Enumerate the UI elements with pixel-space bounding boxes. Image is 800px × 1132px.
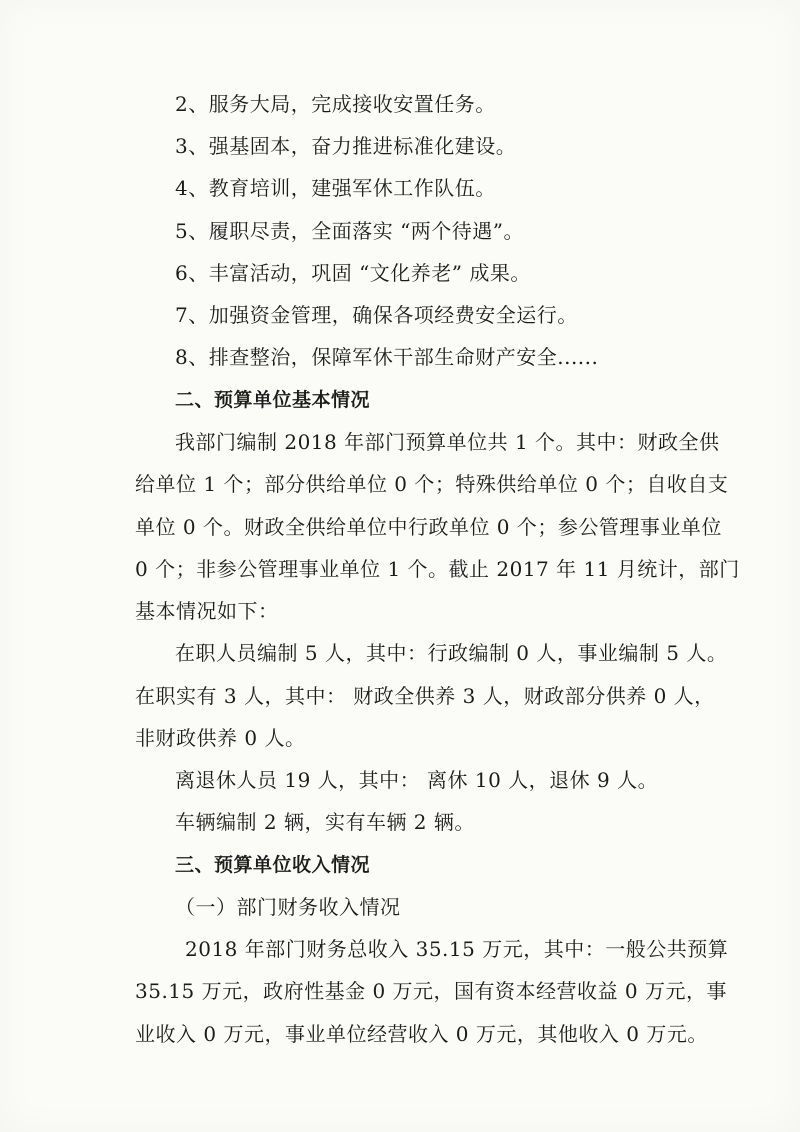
paragraph-line: 0 个；非参公管理事业单位 1 个。截止 2017 年 11 月统计，部门 [135, 557, 740, 581]
paragraph-line: 业收入 0 万元，事业单位经营收入 0 万元，其他收入 0 万元。 [135, 1022, 708, 1046]
task-item: 3、强基固本，奋力推进标准化建设。 [175, 134, 517, 158]
paragraph-line: 非财政供养 0 人。 [135, 726, 306, 750]
task-item: 5、履职尽责，全面落实 “两个待遇”。 [175, 219, 525, 243]
paragraph-line: 在职实有 3 人，其中： 财政全供养 3 人，财政部分供养 0 人， [135, 684, 715, 708]
task-item: 7、加强资金管理，确保各项经费安全运行。 [175, 303, 578, 327]
section-heading: 三、预算单位收入情况 [175, 854, 371, 876]
task-item: 2、服务大局，完成接收安置任务。 [175, 92, 496, 116]
paragraph-line: 2018 年部门财务总收入 35.15 万元，其中：一般公共预算 [185, 937, 729, 961]
task-item: 8、排查整治，保障军休干部生命财产安全...... [175, 345, 599, 369]
task-item: 6、丰富活动，巩固 “文化养老” 成果。 [175, 261, 531, 285]
paragraph-line: 离退休人员 19 人，其中： 离休 10 人，退休 9 人。 [175, 768, 659, 792]
paragraph-line: 基本情况如下： [135, 599, 279, 623]
paragraph-line: 在职人员编制 5 人，其中：行政编制 0 人，事业编制 5 人。 [175, 641, 728, 665]
paragraph-line: 车辆编制 2 辆，实有车辆 2 辆。 [175, 810, 475, 834]
paragraph-line: 给单位 1 个；部分供给单位 0 个；特殊供给单位 0 个；自收自支 [135, 472, 729, 496]
paragraph-line: 我部门编制 2018 年部门预算单位共 1 个。其中：财政全供 [175, 430, 720, 454]
section-heading: 二、预算单位基本情况 [175, 389, 371, 411]
paragraph-line: 单位 0 个。财政全供给单位中行政单位 0 个；参公管理事业单位 [135, 515, 722, 539]
subsection-heading: （一）部门财务收入情况 [175, 895, 401, 919]
paragraph-line: 35.15 万元，政府性基金 0 万元，国有资本经营收益 0 万元，事 [135, 979, 727, 1003]
task-item: 4、教育培训，建强军休工作队伍。 [175, 176, 496, 200]
